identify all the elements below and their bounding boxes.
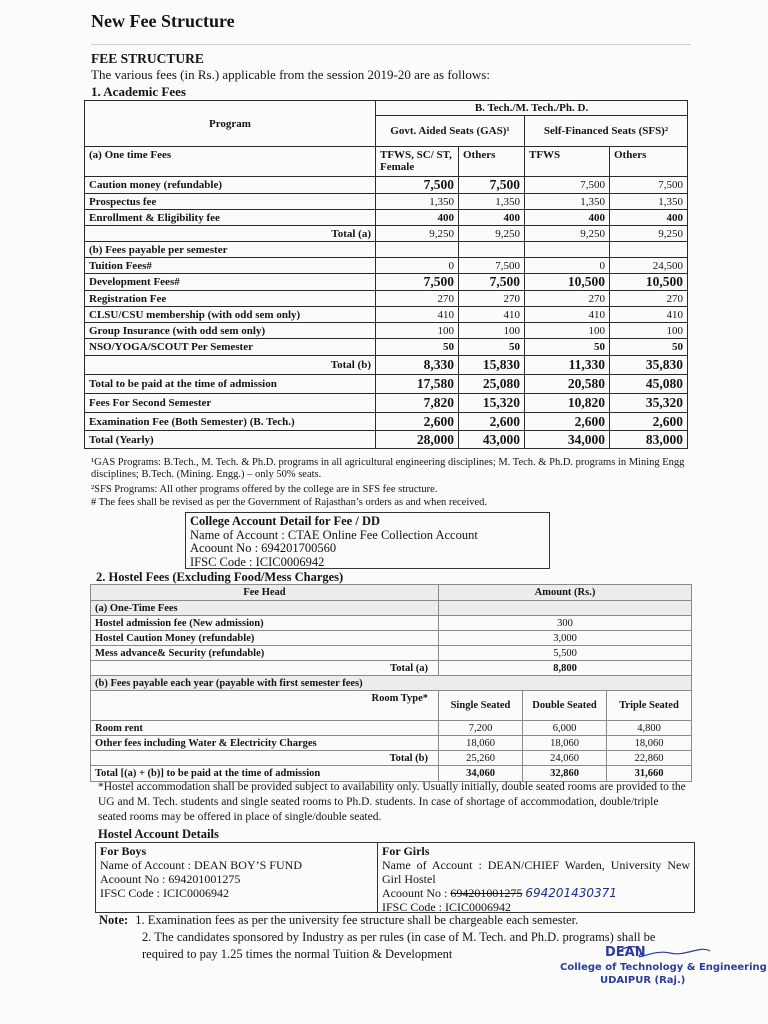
gas-header: Govt. Aided Seats (GAS)¹ bbox=[376, 116, 525, 147]
footnote-hash: # The fees shall be revised as per the Government of Rajasthan’s orders as and when received. bbox=[91, 497, 488, 508]
hostel-fees-heading: 2. Hostel Fees (Excluding Food/Mess Charges) bbox=[96, 570, 344, 584]
cell-value: 10,500 bbox=[610, 274, 688, 291]
row-label: Total to be paid at the time of admission bbox=[85, 375, 376, 394]
one-time-fees-label: (a) One-Time Fees bbox=[91, 601, 439, 616]
table-row bbox=[85, 210, 688, 226]
cell-value: 9,250 bbox=[376, 226, 459, 242]
cell-value: 10,500 bbox=[525, 274, 610, 291]
row-label: Total (a) bbox=[91, 661, 439, 676]
cell-value: 410 bbox=[610, 307, 688, 323]
row-label: Enrollment & Eligibility fee bbox=[85, 210, 376, 226]
cell-value: 410 bbox=[525, 307, 610, 323]
girls-account-heading: For Girls bbox=[382, 844, 430, 858]
cell-value: 9,250 bbox=[525, 226, 610, 242]
room-type-label: Room Type* bbox=[91, 691, 439, 721]
cell-value: 15,830 bbox=[459, 356, 525, 375]
cell-value: 400 bbox=[376, 210, 459, 226]
yearly-fees-label: (b) Fees payable each year (payable with first semester fees) bbox=[91, 676, 692, 691]
college-account-box bbox=[185, 512, 550, 569]
girls-account-ifsc: IFSC Code : ICIC0006942 bbox=[382, 900, 512, 914]
cell-value: 25,080 bbox=[459, 375, 525, 394]
cell-value: 7,500 bbox=[376, 177, 459, 194]
boys-account-number: Acoount No : 694201001275 bbox=[100, 872, 241, 886]
row-label: Mess advance& Security (refundable) bbox=[91, 646, 439, 661]
girls-account-number-label: Acoount No : bbox=[382, 886, 451, 900]
cell-value: 50 bbox=[525, 339, 610, 356]
cell-value: 20,580 bbox=[525, 375, 610, 394]
triple-seated-header: Triple Seated bbox=[607, 691, 692, 721]
cell-value: 7,500 bbox=[610, 177, 688, 194]
cell-value: 35,830 bbox=[610, 356, 688, 375]
cell-value: 2,600 bbox=[459, 413, 525, 431]
boys-account-box bbox=[96, 843, 378, 912]
col-tfws-header: TFWS bbox=[525, 147, 610, 177]
cell-value: 300 bbox=[439, 616, 692, 631]
row-label: Total (b) bbox=[91, 751, 439, 766]
row-label: Group Insurance (with odd sem only) bbox=[85, 323, 376, 339]
cell-value: 4,800 bbox=[607, 721, 692, 736]
cell-value: 7,500 bbox=[459, 274, 525, 291]
row-label: NSO/YOGA/SCOUT Per Semester bbox=[85, 339, 376, 356]
stamp-college-text: College of Technology & Engineering bbox=[560, 962, 767, 973]
table-row bbox=[85, 226, 688, 242]
cell-value: 32,860 bbox=[523, 766, 607, 782]
row-label: Hostel Caution Money (refundable) bbox=[91, 631, 439, 646]
cell-value: 2,600 bbox=[376, 413, 459, 431]
row-label: Caution money (refundable) bbox=[85, 177, 376, 194]
fee-intro-text: The various fees (in Rs.) applicable from the session 2019-20 are as follows: bbox=[91, 67, 490, 82]
cell-value: 35,320 bbox=[610, 394, 688, 413]
cell-value: 1,350 bbox=[610, 194, 688, 210]
double-seated-header: Double Seated bbox=[523, 691, 607, 721]
cell-value: 0 bbox=[525, 258, 610, 274]
row-label: Examination Fee (Both Semester) (B. Tech.) bbox=[85, 413, 376, 431]
handwritten-account-number: 694201430371 bbox=[525, 886, 617, 900]
fee-structure-heading: FEE STRUCTURE bbox=[91, 51, 204, 66]
cell-value: 24,500 bbox=[610, 258, 688, 274]
row-label: Development Fees# bbox=[85, 274, 376, 291]
table-row bbox=[91, 691, 692, 721]
amount-header: Amount (Rs.) bbox=[439, 585, 692, 601]
row-label: Registration Fee bbox=[85, 291, 376, 307]
cell-value: 45,080 bbox=[610, 375, 688, 394]
cell-value: 400 bbox=[459, 210, 525, 226]
table-row bbox=[91, 661, 692, 676]
col-others-header: Others bbox=[459, 147, 525, 177]
table-row bbox=[91, 601, 692, 616]
cell-value: 43,000 bbox=[459, 431, 525, 449]
table-row bbox=[91, 721, 692, 736]
cell-value: 100 bbox=[525, 323, 610, 339]
dean-stamp bbox=[560, 945, 767, 990]
table-row bbox=[91, 646, 692, 661]
cell-value: 8,330 bbox=[376, 356, 459, 375]
cell-value: 34,000 bbox=[525, 431, 610, 449]
table-row bbox=[85, 431, 688, 449]
table-header-row bbox=[85, 147, 688, 177]
cell-value: 18,060 bbox=[523, 736, 607, 751]
college-account-name: Name of Account : CTAE Online Fee Collection Account bbox=[190, 527, 478, 542]
girls-account-box bbox=[378, 843, 694, 912]
cell-value: 7,820 bbox=[376, 394, 459, 413]
cell-value: 7,500 bbox=[376, 274, 459, 291]
cell-value: 31,660 bbox=[607, 766, 692, 782]
stamp-dean-text: DEAN bbox=[605, 945, 646, 960]
table-row bbox=[85, 177, 688, 194]
table-row bbox=[85, 258, 688, 274]
cell-value: 8,800 bbox=[439, 661, 692, 676]
cell-value: 17,580 bbox=[376, 375, 459, 394]
cell-value: 10,820 bbox=[525, 394, 610, 413]
cell-value: 5,500 bbox=[439, 646, 692, 661]
row-label: Total [(a) + (b)] to be paid at the time of admission bbox=[91, 766, 439, 782]
hostel-account-heading: Hostel Account Details bbox=[98, 827, 219, 841]
table-row bbox=[85, 339, 688, 356]
table-header-row bbox=[85, 101, 688, 116]
cell-value: 100 bbox=[459, 323, 525, 339]
cell-value: 50 bbox=[376, 339, 459, 356]
title-divider bbox=[91, 44, 691, 45]
fee-head-header: Fee Head bbox=[91, 585, 439, 601]
single-seated-header: Single Seated bbox=[439, 691, 523, 721]
row-label: CLSU/CSU membership (with odd sem only) bbox=[85, 307, 376, 323]
table-row bbox=[91, 676, 692, 691]
row-label: Total (b) bbox=[85, 356, 376, 375]
table-row bbox=[91, 736, 692, 751]
table-row bbox=[85, 323, 688, 339]
cell-value: 270 bbox=[459, 291, 525, 307]
cell-value: 100 bbox=[376, 323, 459, 339]
table-row bbox=[85, 194, 688, 210]
row-label: Room rent bbox=[91, 721, 439, 736]
cell-value: 0 bbox=[376, 258, 459, 274]
cell-value: 3,000 bbox=[439, 631, 692, 646]
cell-value: 9,250 bbox=[610, 226, 688, 242]
cell-value: 400 bbox=[525, 210, 610, 226]
boys-account-name: Name of Account : DEAN BOY’S FUND bbox=[100, 858, 302, 872]
row-label: Other fees including Water & Electricity Charges bbox=[91, 736, 439, 751]
table-row bbox=[85, 394, 688, 413]
cell-value: 410 bbox=[459, 307, 525, 323]
cell-value: 100 bbox=[610, 323, 688, 339]
table-row bbox=[85, 242, 688, 258]
row-label: Tuition Fees# bbox=[85, 258, 376, 274]
cell-value: 50 bbox=[459, 339, 525, 356]
row-label: Total (Yearly) bbox=[85, 431, 376, 449]
cell-value: 410 bbox=[376, 307, 459, 323]
col-tfws-sc-header: TFWS, SC/ ST, Female bbox=[376, 147, 459, 177]
cell-value: 34,060 bbox=[439, 766, 523, 782]
degree-header: B. Tech./M. Tech./Ph. D. bbox=[376, 101, 688, 116]
per-semester-label: (b) Fees payable per semester bbox=[85, 242, 376, 258]
cell-value: 18,060 bbox=[439, 736, 523, 751]
sfs-header: Self-Financed Seats (SFS)² bbox=[525, 116, 688, 147]
cell-value: 2,600 bbox=[610, 413, 688, 431]
struck-account-number: 694201001275 bbox=[450, 886, 523, 900]
cell-value: 7,500 bbox=[459, 258, 525, 274]
cell-value: 18,060 bbox=[607, 736, 692, 751]
stamp-location-text: UDAIPUR (Raj.) bbox=[600, 975, 686, 986]
hostel-account-boxes bbox=[95, 842, 695, 913]
table-row bbox=[91, 631, 692, 646]
col-others-sfs-header: Others bbox=[610, 147, 688, 177]
cell-value: 270 bbox=[610, 291, 688, 307]
academic-fees-table bbox=[84, 100, 688, 449]
note-1 bbox=[99, 912, 695, 929]
cell-value: 22,860 bbox=[607, 751, 692, 766]
cell-value: 7,500 bbox=[459, 177, 525, 194]
footnote-sfs: ²SFS Programs: All other programs offered by the college are in SFS fee structure. bbox=[91, 484, 438, 495]
note-label: Note: bbox=[99, 913, 129, 927]
college-account-ifsc: IFSC Code : ICIC0006942 bbox=[190, 554, 325, 569]
cell-value: 15,320 bbox=[459, 394, 525, 413]
one-time-fees-label: (a) One time Fees bbox=[85, 147, 376, 177]
cell-value: 83,000 bbox=[610, 431, 688, 449]
footnote-gas: ¹GAS Programs: B.Tech., M. Tech. & Ph.D. programs in all agricultural engineering disciplines; M. Tech. & Ph.D. programs in Mining Engg disciplines; B.Tech. (Mining. Engg.) – only 50% seats. bbox=[91, 457, 685, 480]
row-label: Total (a) bbox=[85, 226, 376, 242]
note-1-text: 1. Examination fees as per the university fee structure shall be chargeable each semester. bbox=[135, 913, 579, 927]
document-title: New Fee Structure bbox=[91, 11, 235, 31]
boys-account-heading: For Boys bbox=[100, 844, 147, 858]
boys-account-ifsc: IFSC Code : ICIC0006942 bbox=[100, 886, 230, 900]
college-account-number: Acoount No : 694201700560 bbox=[190, 541, 337, 555]
row-label: Hostel admission fee (New admission) bbox=[91, 616, 439, 631]
cell-value: 28,000 bbox=[376, 431, 459, 449]
row-label: Prospectus fee bbox=[85, 194, 376, 210]
college-account-heading: College Account Detail for Fee / DD bbox=[190, 514, 380, 528]
cell-value: 24,060 bbox=[523, 751, 607, 766]
hostel-fees-table bbox=[90, 584, 692, 782]
cell-value: 270 bbox=[525, 291, 610, 307]
cell-value: 270 bbox=[376, 291, 459, 307]
cell-value: 25,260 bbox=[439, 751, 523, 766]
table-row bbox=[85, 274, 688, 291]
cell-value: 2,600 bbox=[525, 413, 610, 431]
cell-value: 9,250 bbox=[459, 226, 525, 242]
table-header-row bbox=[91, 585, 692, 601]
cell-value: 11,330 bbox=[525, 356, 610, 375]
cell-value: 50 bbox=[610, 339, 688, 356]
girls-account-number bbox=[382, 886, 690, 900]
table-row bbox=[85, 291, 688, 307]
note-2-text: 2. The candidates sponsored by Industry as per rules (in case of M. Tech. and Ph.D. programs) shall be required to pay 1.25 times the normal Tuition & Development bbox=[142, 930, 656, 961]
hostel-accommodation-note: *Hostel accommodation shall be provided subject to availability only. Usually initially, double seated rooms are provided to the UG and M. Tech. students and single seated rooms to Ph.D. students. In case of shortage of accommodation, double/triple seated rooms may be offered in place of single/double seated. bbox=[98, 781, 686, 823]
cell-value: 400 bbox=[610, 210, 688, 226]
cell-value: 1,350 bbox=[376, 194, 459, 210]
table-row bbox=[85, 356, 688, 375]
cell-value: 7,500 bbox=[525, 177, 610, 194]
cell-value: 1,350 bbox=[525, 194, 610, 210]
girls-account-name: Name of Account : DEAN/CHIEF Warden, University New Girl Hostel bbox=[382, 858, 690, 886]
cell-value: 6,000 bbox=[523, 721, 607, 736]
row-label: Fees For Second Semester bbox=[85, 394, 376, 413]
academic-fees-heading: 1. Academic Fees bbox=[91, 84, 186, 99]
table-row bbox=[91, 616, 692, 631]
table-row bbox=[91, 751, 692, 766]
program-header: Program bbox=[85, 101, 376, 147]
table-row bbox=[85, 375, 688, 394]
cell-value: 1,350 bbox=[459, 194, 525, 210]
table-row bbox=[85, 413, 688, 431]
table-row bbox=[85, 307, 688, 323]
cell-value: 7,200 bbox=[439, 721, 523, 736]
